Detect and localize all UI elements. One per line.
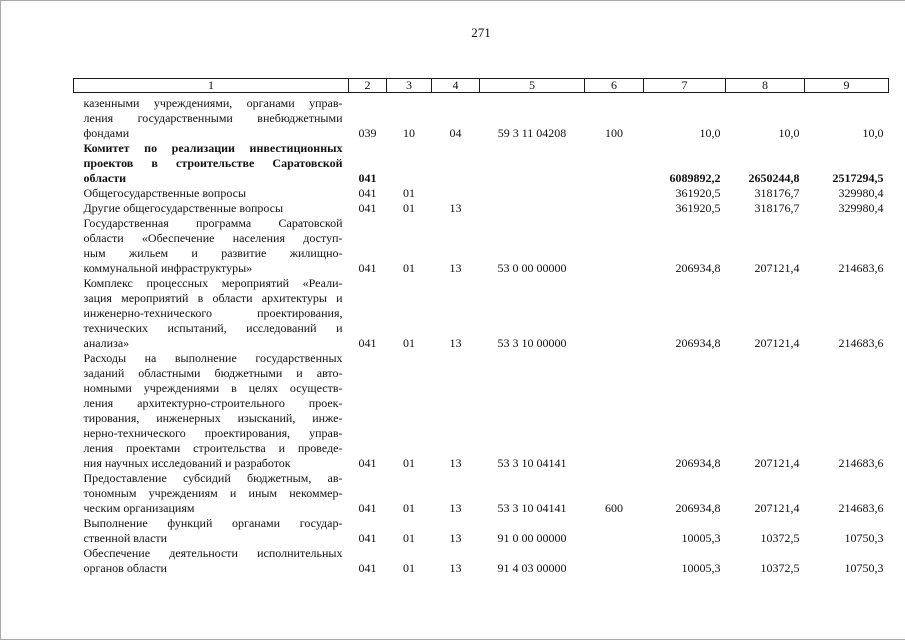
value-cell: 318176,7 bbox=[754, 186, 800, 200]
header-cell-4: 4 bbox=[432, 79, 480, 93]
value-cell: 039 bbox=[358, 126, 377, 140]
value-cell bbox=[585, 516, 644, 546]
description-line: ным жильем и развитие жилищно- bbox=[83, 246, 343, 260]
value-cell: 10,0 bbox=[862, 126, 884, 140]
description-line: казенными учреждениями, органами управ- bbox=[83, 96, 343, 110]
value-cell: 329980,4 bbox=[838, 186, 884, 200]
row-description-cell bbox=[74, 201, 349, 216]
description-line: нерно-технического проектирования, управ- bbox=[83, 426, 343, 440]
table-row bbox=[74, 546, 889, 576]
description-line: области bbox=[83, 171, 127, 185]
description-line: Расходы на выполнение государственных bbox=[83, 351, 343, 365]
description-line: инженерно-технического проектирования, bbox=[83, 306, 343, 320]
value-cell: 91 0 00 00000 bbox=[497, 531, 567, 545]
table-row bbox=[74, 471, 889, 516]
value-cell: 01 bbox=[403, 501, 415, 515]
value-cell bbox=[585, 216, 644, 276]
value-cell: 041 bbox=[358, 531, 377, 545]
value-cell: 59 3 11 04208 bbox=[497, 126, 567, 140]
row-description-cell bbox=[74, 471, 349, 516]
value-cell bbox=[585, 276, 644, 351]
value-cell bbox=[585, 351, 644, 471]
description-line: ния научных исследований и разработок bbox=[83, 456, 291, 470]
table-row bbox=[74, 93, 889, 142]
value-cell bbox=[480, 141, 585, 186]
value-cell: 100 bbox=[605, 126, 623, 140]
description-line: области «Обеспечение населения доступ- bbox=[83, 231, 343, 245]
value-cell: 329980,4 bbox=[838, 201, 884, 215]
description-line: заданий областными бюджетными и авто- bbox=[83, 366, 343, 380]
value-cell: 214683,6 bbox=[838, 336, 884, 350]
value-cell: 13 bbox=[449, 531, 462, 545]
description-line: тономным учреждениям и иным некоммер- bbox=[83, 486, 343, 500]
value-cell bbox=[480, 186, 585, 201]
value-cell: 13 bbox=[449, 336, 462, 350]
row-description-cell bbox=[74, 546, 349, 576]
header-cell-6: 6 bbox=[585, 79, 644, 93]
value-cell: 041 bbox=[358, 186, 377, 200]
description-line: ления архитектурно-строительного проек- bbox=[83, 396, 343, 410]
value-cell: 041 bbox=[358, 456, 377, 470]
row-description-cell bbox=[74, 276, 349, 351]
header-cell-7: 7 bbox=[644, 79, 726, 93]
description-line: коммунальной инфраструктуры» bbox=[83, 261, 253, 275]
value-cell: 041 bbox=[358, 561, 377, 575]
description-line: ления проектами строительства и проведе- bbox=[83, 441, 343, 455]
value-cell: 041 bbox=[358, 336, 377, 350]
value-cell: 91 4 03 00000 bbox=[497, 561, 567, 575]
value-cell bbox=[432, 141, 480, 186]
table-body bbox=[74, 93, 889, 577]
row-description-cell bbox=[74, 216, 349, 276]
value-cell: 10372,5 bbox=[760, 561, 800, 575]
table-row bbox=[74, 216, 889, 276]
budget-table bbox=[73, 78, 889, 576]
value-cell: 206934,8 bbox=[675, 261, 721, 275]
row-description-cell bbox=[74, 141, 349, 186]
value-cell: 13 bbox=[449, 201, 462, 215]
value-cell: 01 bbox=[403, 336, 415, 350]
header-cell-2: 2 bbox=[349, 79, 387, 93]
value-cell: 10005,3 bbox=[681, 561, 721, 575]
description-line: Государственная программа Саратовской bbox=[83, 216, 343, 230]
value-cell: 53 3 10 04141 bbox=[497, 501, 567, 515]
header-cell-8: 8 bbox=[726, 79, 805, 93]
value-cell: 041 bbox=[358, 201, 377, 215]
row-description-cell bbox=[74, 351, 349, 471]
value-cell: 318176,7 bbox=[754, 201, 800, 215]
value-cell: 53 3 10 00000 bbox=[497, 336, 567, 350]
value-cell bbox=[432, 186, 480, 201]
value-cell: 041 bbox=[358, 261, 377, 275]
value-cell: 01 bbox=[403, 456, 415, 470]
value-cell: 2517294,5 bbox=[832, 171, 884, 185]
header-cell-9: 9 bbox=[805, 79, 889, 93]
value-cell: 13 bbox=[449, 501, 462, 515]
table-row bbox=[74, 186, 889, 201]
row-description-cell bbox=[74, 186, 349, 201]
value-cell: 206934,8 bbox=[675, 336, 721, 350]
description-line: ческим организациям bbox=[83, 501, 195, 515]
value-cell: 13 bbox=[449, 561, 462, 575]
description-line: ственной власти bbox=[83, 531, 168, 545]
value-cell: 13 bbox=[449, 261, 462, 275]
description-line: Общегосударственные вопросы bbox=[83, 186, 247, 200]
value-cell: 207121,4 bbox=[754, 501, 800, 515]
value-cell: 10,0 bbox=[778, 126, 800, 140]
description-line: Комитет по реализации инвестиционных bbox=[83, 141, 343, 155]
description-line: Другие общегосударственные вопросы bbox=[83, 201, 284, 215]
value-cell: 10 bbox=[403, 126, 415, 140]
value-cell: 01 bbox=[403, 531, 415, 545]
value-cell: 04 bbox=[449, 126, 462, 140]
description-line: зация мероприятий в области архитектуры и bbox=[83, 291, 343, 305]
table-row bbox=[74, 516, 889, 546]
description-line: Выполнение функций органами государ- bbox=[83, 516, 343, 530]
value-cell: 041 bbox=[358, 171, 377, 185]
description-line: Комплекс процессных мероприятий «Реали- bbox=[83, 276, 343, 290]
value-cell: 10005,3 bbox=[681, 531, 721, 545]
value-cell: 600 bbox=[605, 501, 623, 515]
row-description-cell bbox=[74, 93, 349, 142]
value-cell bbox=[585, 201, 644, 216]
value-cell: 01 bbox=[403, 561, 415, 575]
value-cell bbox=[585, 141, 644, 186]
header-cell-1: 1 bbox=[74, 79, 349, 93]
value-cell: 207121,4 bbox=[754, 336, 800, 350]
header-cell-5: 5 bbox=[480, 79, 585, 93]
value-cell bbox=[387, 141, 432, 186]
table-row bbox=[74, 276, 889, 351]
table-row bbox=[74, 201, 889, 216]
table-row bbox=[74, 141, 889, 186]
value-cell: 214683,6 bbox=[838, 501, 884, 515]
value-cell: 53 3 10 04141 bbox=[497, 456, 567, 470]
value-cell: 207121,4 bbox=[754, 456, 800, 470]
description-line: проектов в строительстве Саратовской bbox=[83, 156, 343, 170]
value-cell: 13 bbox=[449, 456, 462, 470]
description-line: номными учреждениями в целях осуществ- bbox=[83, 381, 343, 395]
value-cell: 01 bbox=[403, 201, 415, 215]
value-cell: 6089892,2 bbox=[669, 171, 721, 185]
description-line: органов области bbox=[83, 561, 167, 575]
value-cell bbox=[585, 546, 644, 576]
value-cell: 206934,8 bbox=[675, 501, 721, 515]
value-cell: 10750,3 bbox=[844, 561, 884, 575]
value-cell: 361920,5 bbox=[675, 186, 721, 200]
description-line: тирования, инженерных изысканий, инже- bbox=[83, 411, 343, 425]
value-cell: 214683,6 bbox=[838, 261, 884, 275]
description-line: фондами bbox=[83, 126, 130, 140]
value-cell bbox=[480, 201, 585, 216]
value-cell: 53 0 00 00000 bbox=[497, 261, 567, 275]
value-cell: 041 bbox=[358, 501, 377, 515]
table-header-row bbox=[74, 79, 889, 93]
description-line: ления государственными внебюджетными bbox=[83, 111, 343, 125]
value-cell: 206934,8 bbox=[675, 456, 721, 470]
page-number: 271 bbox=[471, 25, 491, 40]
value-cell: 10,0 bbox=[699, 126, 721, 140]
value-cell: 10750,3 bbox=[844, 531, 884, 545]
description-line: анализа» bbox=[83, 336, 130, 350]
description-line: технических испытаний, исследований и bbox=[83, 321, 343, 335]
value-cell bbox=[585, 186, 644, 201]
value-cell: 361920,5 bbox=[675, 201, 721, 215]
value-cell: 01 bbox=[403, 186, 415, 200]
value-cell: 10372,5 bbox=[760, 531, 800, 545]
value-cell: 01 bbox=[403, 261, 415, 275]
description-line: Предоставление субсидий бюджетным, ав- bbox=[83, 471, 343, 485]
table-row bbox=[74, 351, 889, 471]
row-description-cell bbox=[74, 516, 349, 546]
header-cell-3: 3 bbox=[387, 79, 432, 93]
value-cell: 2650244,8 bbox=[748, 171, 800, 185]
value-cell: 207121,4 bbox=[754, 261, 800, 275]
description-line: Обеспечение деятельности исполнительных bbox=[83, 546, 343, 560]
value-cell: 214683,6 bbox=[838, 456, 884, 470]
